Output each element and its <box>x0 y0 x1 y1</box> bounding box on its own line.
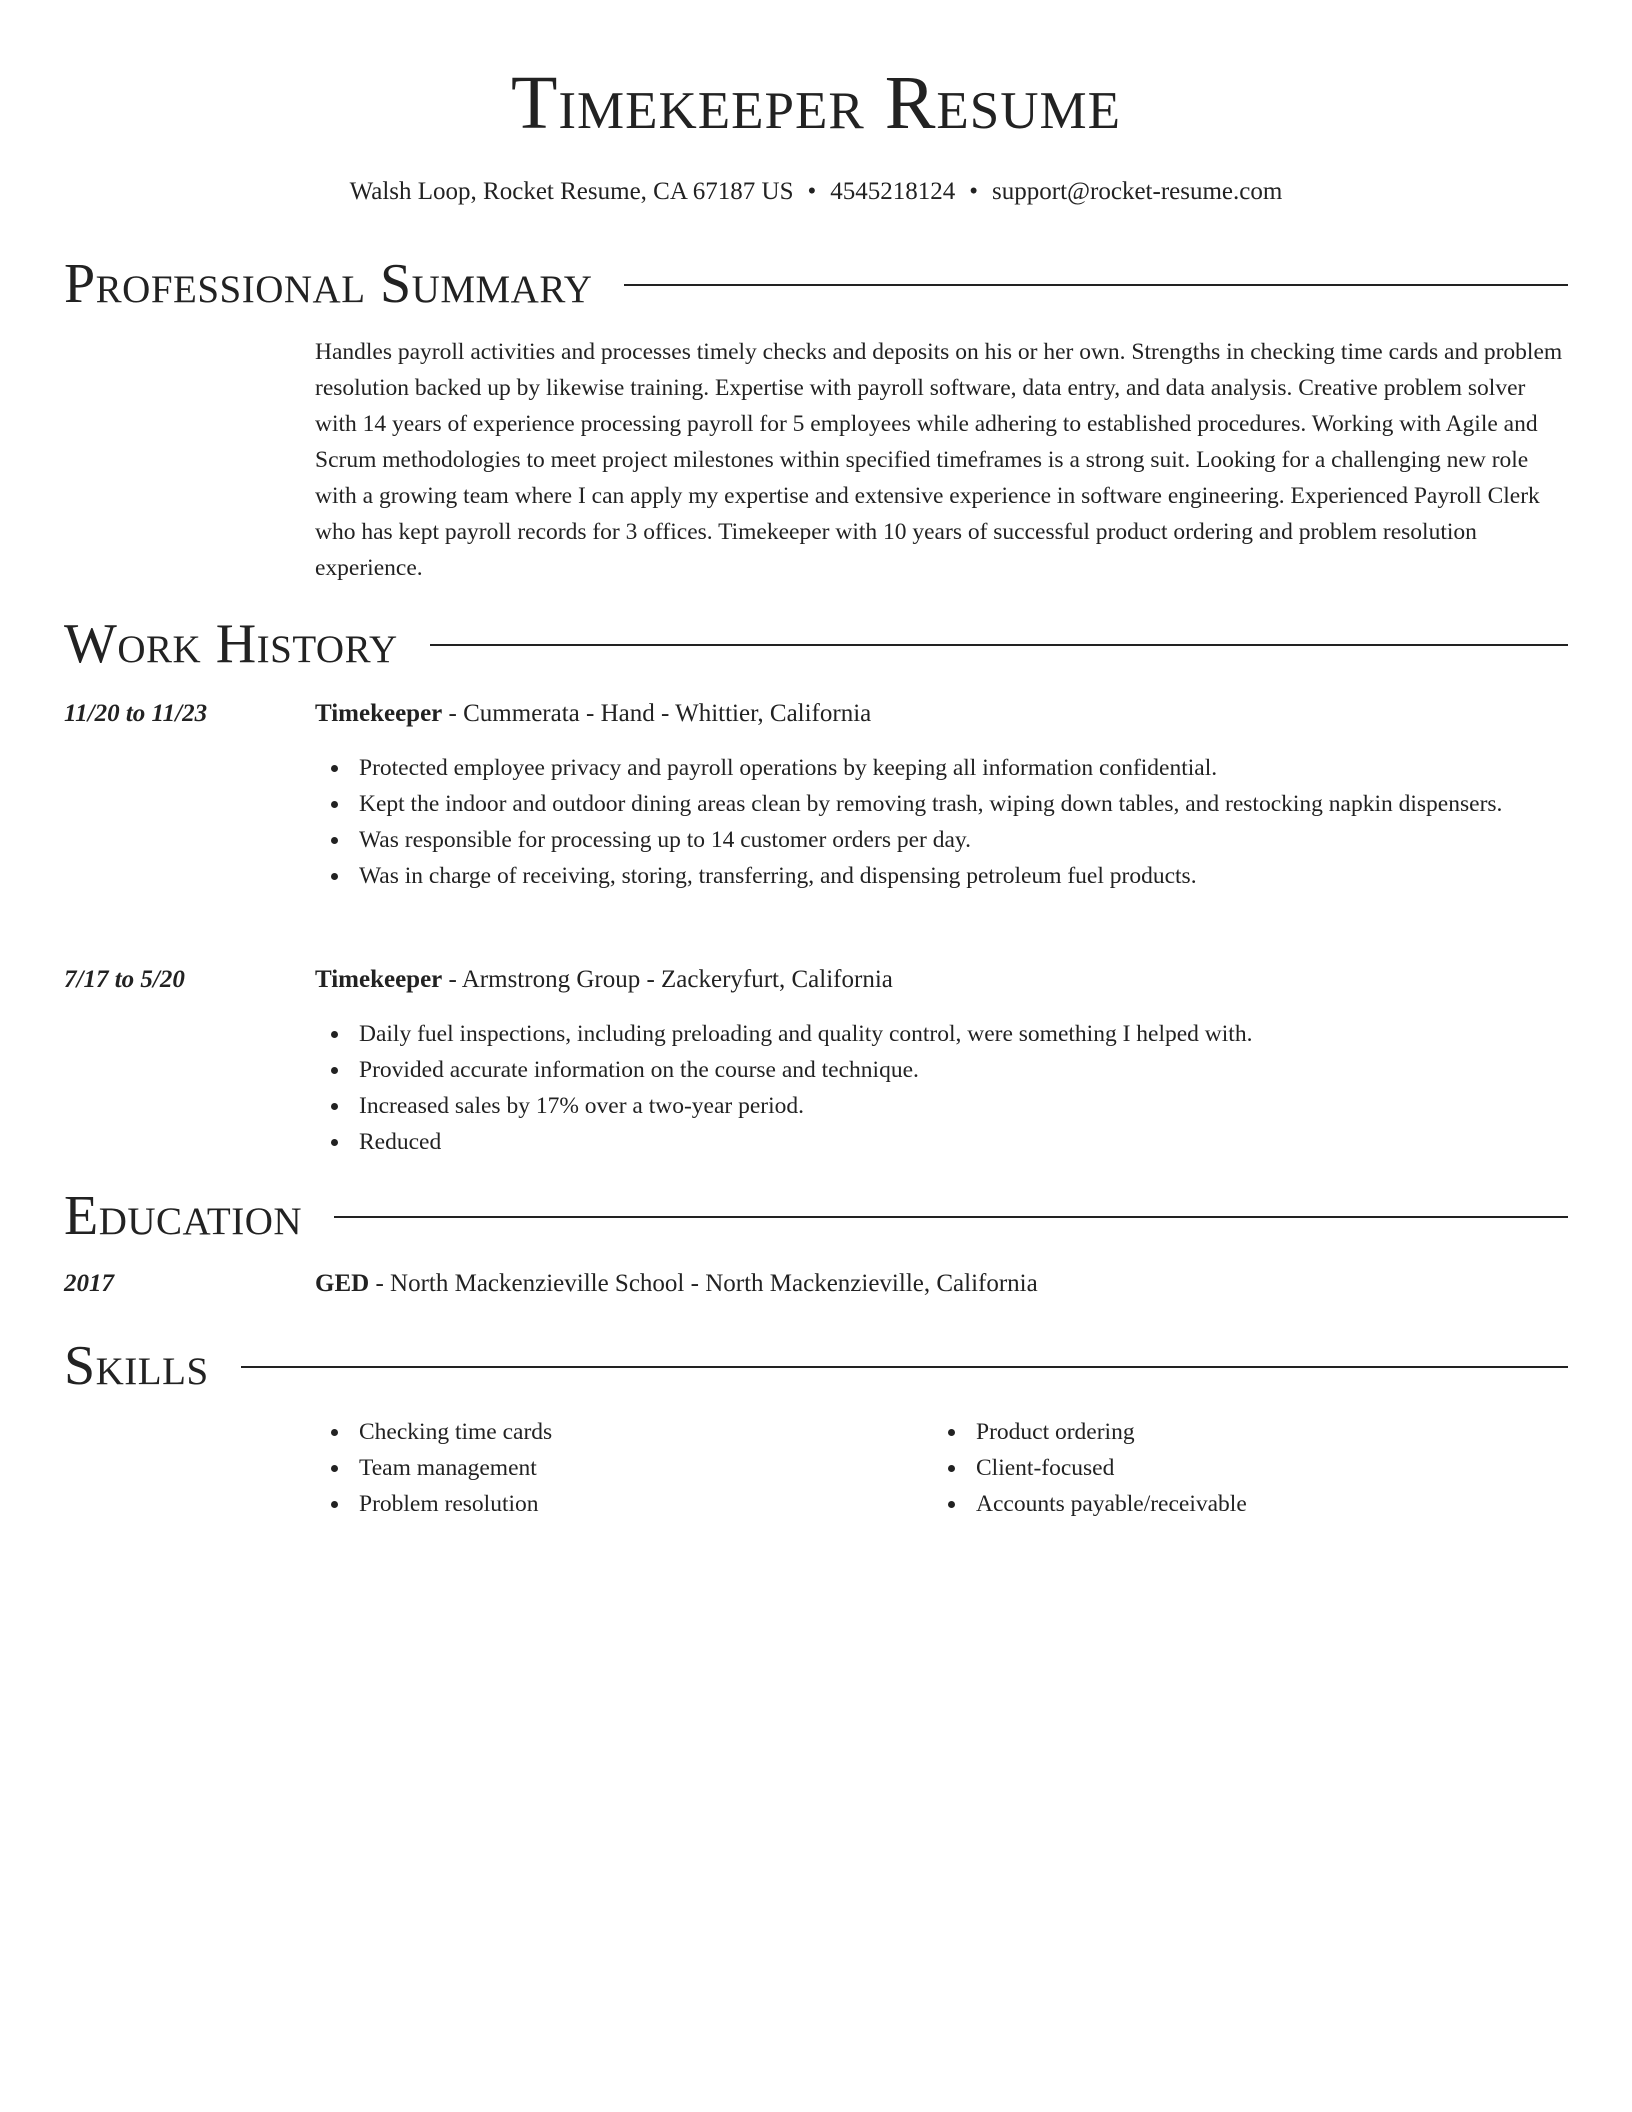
skill-item: Checking time cards <box>315 1414 915 1450</box>
work-heading-row <box>64 612 1568 676</box>
job-title: Timekeeper <box>315 700 443 727</box>
education-heading-row <box>64 1184 1568 1248</box>
skill-item: Client-focused <box>932 1450 1532 1486</box>
job-bullet-list <box>315 750 1515 894</box>
summary-text: Handles payroll activities and processes timely checks and deposits on his or her own. Strengths in checking time cards and problem resolution backed up by likewise training. Expertise with payroll software, data entry, and data analysis. Creative problem solver with 14 years of experience processing payroll for 5 employees while adhering to established procedures. Working with Agile and Scrum methodologies to meet project milestones within specified timeframes is a strong suit. Looking for a challenging new role with a growing team where I can apply my expertise and extensive experience in software engineering. Experienced Payroll Clerk who has kept payroll records for 3 offices. Timekeeper with 10 years of successful product ordering and problem resolution experience. <box>315 339 1563 581</box>
summary-heading: Professional Summary <box>64 253 593 315</box>
job-bullet: Increased sales by 17% over a two-year period. <box>315 1088 1515 1124</box>
job-bullet: Kept the indoor and outdoor dining areas clean by removing trash, wiping down tables, and restocking napkin dispensers. <box>315 786 1515 822</box>
skills-list <box>932 1414 1532 1522</box>
education-degree: GED <box>315 1270 370 1297</box>
skills-section <box>64 1334 1568 1517</box>
skills-heading-row <box>64 1334 1568 1398</box>
summary-heading-row <box>64 252 1568 316</box>
summary-section <box>64 252 1568 581</box>
section-divider <box>241 1366 1568 1368</box>
job-bullet: Was in charge of receiving, storing, transferring, and dispensing petroleum fuel products. <box>315 858 1515 894</box>
job-bullet: Protected employee privacy and payroll operations by keeping all information confidential. <box>315 750 1515 786</box>
contact-line <box>64 174 1568 210</box>
skill-item: Accounts payable/receivable <box>932 1486 1532 1522</box>
job-bullet: Provided accurate information on the course and technique. <box>315 1052 1515 1088</box>
skills-heading: Skills <box>64 1335 209 1397</box>
education-heading: Education <box>64 1185 303 1247</box>
resume-title: Timekeeper Resume <box>510 61 1122 145</box>
job-bullet: Daily fuel inspections, including preloading and quality control, were something I helped with. <box>315 1016 1515 1052</box>
work-history-heading: Work History <box>64 613 398 675</box>
section-divider <box>334 1216 1568 1218</box>
job-bullet: Was responsible for processing up to 14 customer orders per day. <box>315 822 1515 858</box>
summary-body <box>315 334 1568 586</box>
job-employer: - Cummerata - Hand - Whittier, California <box>442 700 872 727</box>
job-title: Timekeeper <box>315 966 443 993</box>
contact-separator: • <box>807 178 817 205</box>
job-bullet: Reduced <box>315 1124 1515 1160</box>
job-bullet-list <box>315 1016 1515 1160</box>
education-section <box>64 1184 1568 1297</box>
job-employer: - Armstrong Group - Zackeryfurt, California <box>442 966 893 993</box>
contact-separator: • <box>969 178 979 205</box>
job-dates: 11/20 to 11/23 <box>64 700 208 727</box>
skills-list <box>315 1414 915 1522</box>
job-title-line <box>315 962 893 998</box>
skill-item: Team management <box>315 1450 915 1486</box>
section-divider <box>624 284 1568 286</box>
education-school: - North Mackenzieville School - North Mackenzieville, California <box>369 1270 1038 1297</box>
education-line <box>315 1266 1038 1302</box>
contact-email: support@rocket-resume.com <box>992 178 1283 205</box>
skill-item: Product ordering <box>932 1414 1532 1450</box>
contact-phone: 4545218124 <box>830 178 956 205</box>
contact-address: Walsh Loop, Rocket Resume, CA 67187 US <box>349 178 794 205</box>
skill-item: Problem resolution <box>315 1486 915 1522</box>
job-title-line <box>315 696 871 732</box>
education-year: 2017 <box>64 1270 114 1297</box>
section-divider <box>430 644 1568 646</box>
job-dates: 7/17 to 5/20 <box>64 966 185 993</box>
work-history-section <box>64 612 1568 1155</box>
